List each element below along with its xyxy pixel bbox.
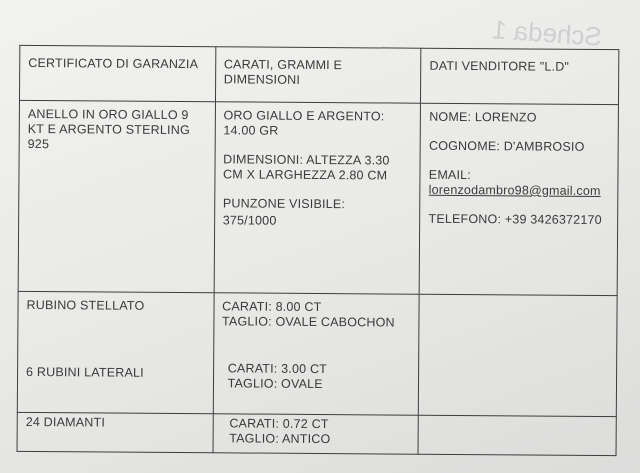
table-row (17, 412, 616, 455)
ring-description-cell (18, 100, 215, 292)
ring-description: ANELLO IN ORO GIALLO 9 KT E ARGENTO STERLING 925 (27, 106, 190, 152)
star-ruby-cut: TAGLIO: OVALE CABOCHON (222, 314, 395, 330)
rubies-specs-cell (213, 293, 420, 415)
table-row (18, 100, 618, 295)
rubies-cell (17, 291, 213, 413)
side-rubies-label: 6 RUBINI LATERALI (26, 364, 144, 380)
diamonds-label: 24 DIAMANTI (25, 414, 106, 430)
diamonds-specs-cell (213, 414, 419, 454)
side-rubies-carats: CARATI: 3.00 CT (227, 361, 328, 377)
vendor-email-label: EMAIL: (428, 167, 472, 183)
vendor-phone: TELEFONO: +39 3426372170 (428, 211, 602, 227)
vendor-cell (419, 103, 618, 295)
header-vendor: DATI VENDITORE "L.D" (421, 48, 619, 104)
warranty-table (17, 45, 620, 456)
ring-dimensions: DIMENSIONI: ALTEZZA 3.30 CM X LARGHEZZA 2.80 CM (223, 152, 390, 183)
empty-cell (419, 294, 617, 416)
diamonds-carats: CARATI: 0.72 CT (229, 416, 329, 432)
warranty-sheet (17, 45, 620, 447)
header-carats: CARATI, GRAMMI E DIMENSIONI (215, 47, 421, 103)
vendor-email-link[interactable]: lorenzodambro98@gmail.com (428, 182, 601, 198)
header-row (19, 45, 618, 104)
punzone-value: 375/1000 (222, 213, 277, 228)
diamonds-cell (17, 412, 213, 452)
vendor-name: NOME: LORENZO (429, 109, 537, 125)
vendor-surname: COGNOME: D'AMBROSIO (428, 138, 585, 154)
punzone-label: PUNZONE VISIBILE: (222, 196, 346, 212)
ring-material: ORO GIALLO E ARGENTO: 14.00 GR (223, 108, 385, 138)
diamonds-cut: TAGLIO: ANTICO (229, 431, 331, 447)
star-ruby-label: RUBINO STELLATO (26, 297, 145, 313)
header-certificate: CERTIFICATO DI GARANZIA (19, 45, 215, 101)
bleed-through-text: Scheda 1 (491, 14, 603, 52)
ring-specs-cell (214, 102, 421, 294)
table-row (17, 291, 617, 416)
empty-cell (418, 415, 616, 455)
side-rubies-cut: TAGLIO: OVALE (227, 376, 323, 392)
star-ruby-carats: CARATI: 8.00 CT (222, 299, 322, 315)
